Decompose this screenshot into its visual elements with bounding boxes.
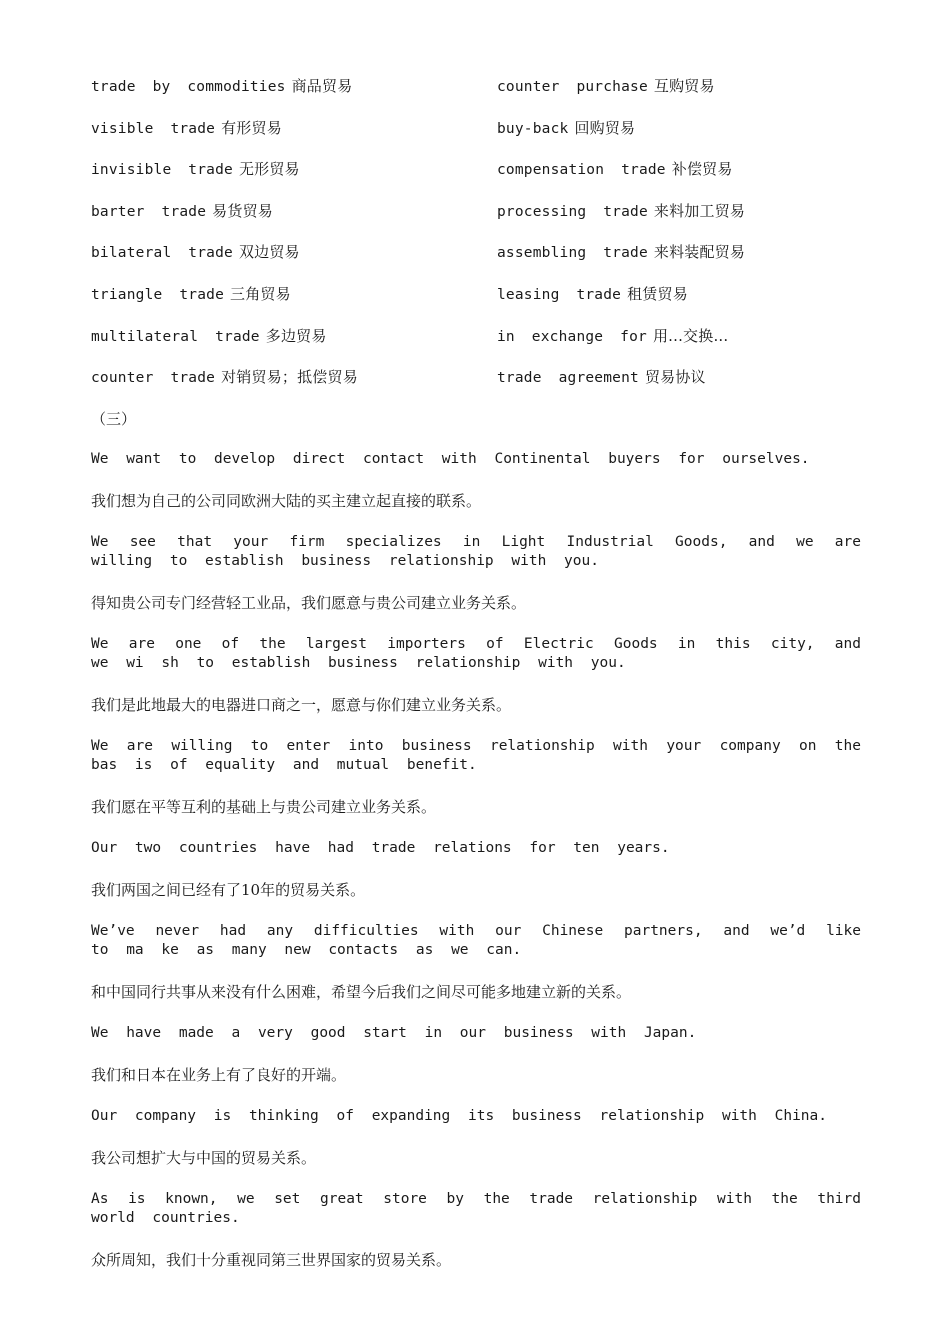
vocab-zh: 贸易协议 [644, 368, 706, 387]
vocab-zh: 多边贸易 [265, 326, 327, 345]
vocab-en: processing trade [497, 203, 648, 220]
vocab-en: multilateral trade [91, 328, 260, 345]
vocab-zh: 商品贸易 [291, 77, 353, 95]
vocab-zh: 三角贸易 [230, 284, 291, 303]
vocab-en: leasing trade [497, 286, 622, 303]
vocab-en: invisible trade [91, 162, 233, 179]
vocab-zh: 补偿贸易 [671, 160, 733, 179]
vocab-item [497, 367, 861, 409]
sentence-chinese: 我们两国之间已经有了10年的贸易关系。 [91, 881, 366, 899]
vocab-en: bilateral trade [91, 245, 233, 262]
vocab-en: in exchange for [497, 328, 647, 345]
vocab-zh: 有形贸易 [221, 118, 282, 137]
vocabulary-table [91, 76, 861, 409]
vocab-item [91, 118, 497, 160]
sentence-chinese: 得知贵公司专门经营轻工业品，我们愿意与贵公司建立业务关系。 [91, 594, 527, 612]
vocab-zh: 来料装配贸易 [653, 243, 746, 262]
vocab-zh: 无形贸易 [238, 160, 300, 179]
vocab-zh: 对销贸易；抵偿贸易 [221, 368, 358, 387]
sentence-english: Our company is thinking of expanding its business relationship with China. [91, 1108, 828, 1124]
sentence-english: We see that your firm specializes in Light Industrial Goods, and we are willing to establish business relationship with you. [91, 534, 861, 569]
sentence-english: We have made a very good start in our business with Japan. [91, 1025, 697, 1041]
vocab-en: barter trade [91, 203, 207, 220]
vocab-en: visible trade [91, 120, 216, 137]
vocab-item [497, 76, 861, 118]
vocab-item [497, 284, 861, 326]
vocab-zh: 回购贸易 [574, 118, 636, 137]
vocab-en: triangle trade [91, 286, 225, 303]
vocab-en: buy-back [497, 120, 569, 137]
vocab-en: counter purchase [497, 79, 648, 95]
vocab-item [91, 159, 497, 201]
sentence-english: Our two countries have had trade relations for ten years. [91, 840, 670, 856]
sentence-list [91, 450, 861, 1270]
sentence-chinese: 和中国同行共事从来没有什么困难，希望今后我们之间尽可能多地建立新的关系。 [91, 983, 632, 1001]
sentence-english: We want to develop direct contact with Continental buyers for ourselves. [91, 451, 810, 467]
vocab-item [91, 76, 497, 118]
vocab-item [91, 284, 497, 326]
sentence-english: We’ve never had any difficulties with our Chinese partners, and we’d like to ma ke as many new contacts as we can. [91, 923, 861, 958]
vocab-item [91, 201, 497, 243]
sentence-chinese: 众所周知，我们十分重视同第三世界国家的贸易关系。 [91, 1251, 452, 1269]
vocab-item [497, 242, 861, 284]
vocab-item [91, 326, 497, 368]
vocab-item [497, 326, 861, 368]
sentence-english: As is known, we set great store by the trade relationship with the third world countries. [91, 1191, 861, 1226]
sentence-chinese: 我们愿在平等互利的基础上与贵公司建立业务关系。 [91, 798, 437, 816]
vocab-en: trade by commodities [91, 79, 286, 95]
sentence-chinese: 我们和日本在业务上有了良好的开端。 [91, 1066, 347, 1084]
sentence-chinese: 我们想为自己的公司同欧洲大陆的买主建立起直接的联系。 [91, 492, 482, 510]
vocab-en: counter trade [91, 370, 216, 387]
vocab-zh: 租赁贸易 [627, 284, 688, 303]
vocab-zh: 用...交换... [652, 326, 729, 345]
vocab-zh: 互购贸易 [653, 77, 715, 95]
vocab-item [91, 242, 497, 284]
vocab-item [91, 367, 497, 409]
sentence-english: We are one of the largest importers of Electric Goods in this city, and we wi sh to establish business relationship with you. [91, 636, 861, 671]
vocab-zh: 双边贸易 [238, 243, 300, 262]
vocab-en: assembling trade [497, 245, 648, 262]
sentence-chinese: 我公司想扩大与中国的贸易关系。 [91, 1149, 317, 1167]
vocab-zh: 来料加工贸易 [653, 201, 746, 220]
vocab-en: compensation trade [497, 162, 666, 179]
section-heading: （三） [91, 410, 137, 428]
sentence-english: We are willing to enter into business relationship with your company on the bas is of equality and mutual benefit. [91, 738, 861, 773]
sentence-chinese: 我们是此地最大的电器进口商之一，愿意与你们建立业务关系。 [91, 696, 512, 714]
vocab-en: trade agreement [497, 370, 639, 387]
vocab-item [497, 159, 861, 201]
vocab-zh: 易货贸易 [212, 201, 273, 220]
vocab-item [497, 118, 861, 160]
vocab-item [497, 201, 861, 243]
